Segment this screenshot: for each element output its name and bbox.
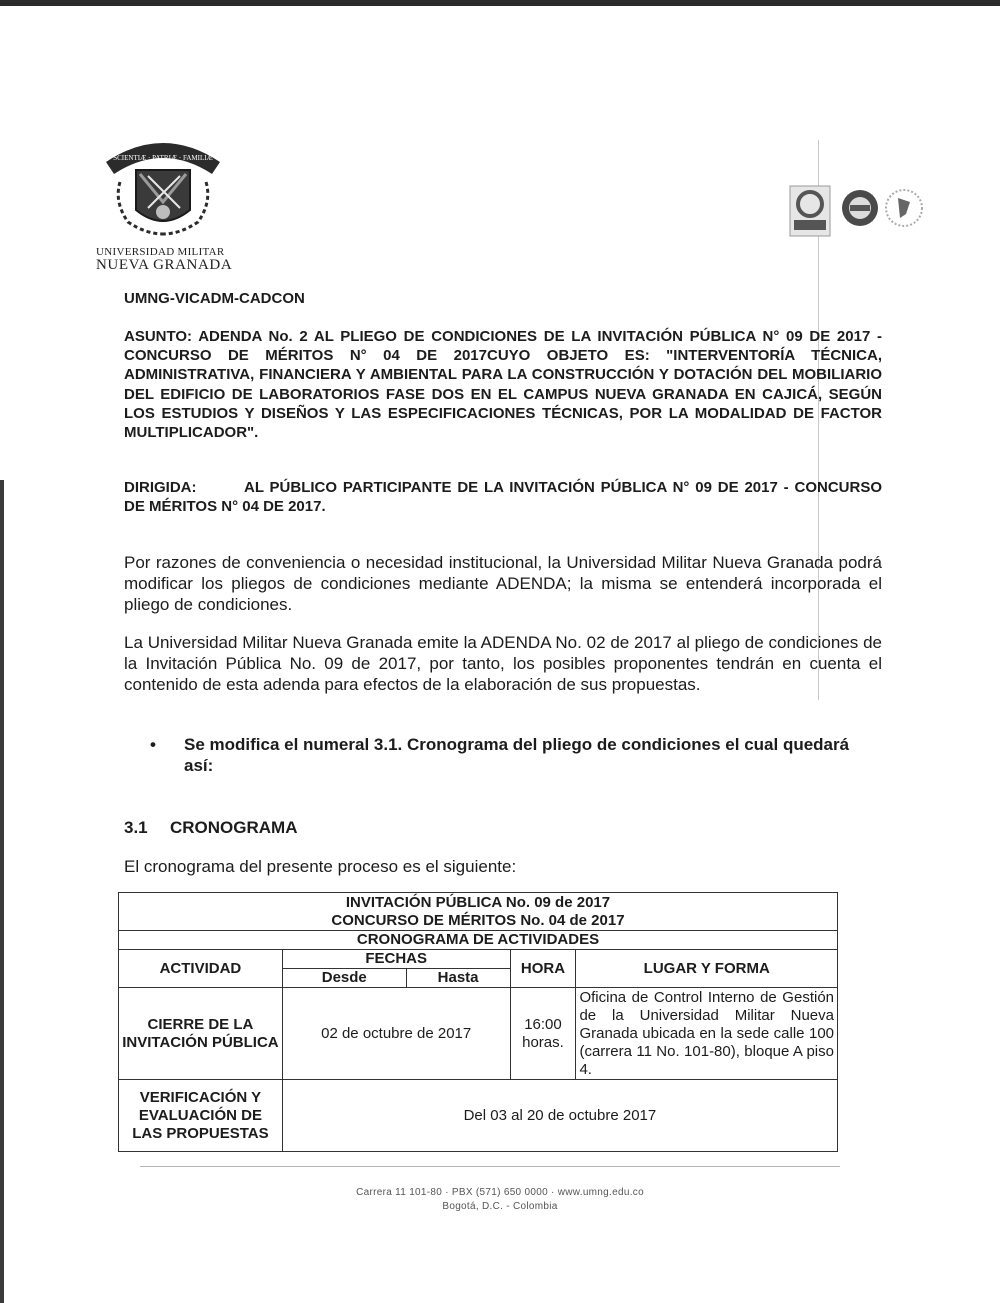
footer-city: Bogotá, D.C. - Colombia bbox=[442, 1201, 558, 1212]
table-row bbox=[119, 988, 838, 1080]
university-seal-logo bbox=[88, 130, 238, 242]
table-title-line2: CONCURSO DE MÉRITOS No. 04 de 2017 bbox=[331, 911, 625, 929]
header-fechas: FECHAS bbox=[282, 950, 510, 969]
header-hora: HORA bbox=[510, 950, 576, 988]
table-subtitle: CRONOGRAMA DE ACTIVIDADES bbox=[119, 931, 838, 950]
bullet-dot-icon: • bbox=[150, 735, 156, 754]
addressee-block bbox=[124, 478, 882, 516]
paragraph-conveniencia: Por razones de conveniencia o necesidad institucional, la Universidad Militar Nueva Granada podrá modificar los pliegos de condiciones mediante ADENDA; la misma se entenderá incorporada el pliego de condiciones. bbox=[124, 553, 882, 614]
row2-fecha: Del 03 al 20 de octubre 2017 bbox=[282, 1080, 837, 1152]
row1-actividad: CIERRE DE LA INVITACIÓN PÚBLICA bbox=[119, 988, 283, 1080]
document-reference: UMNG-VICADM-CADCON bbox=[124, 290, 305, 307]
addressee-text: AL PÚBLICO PARTICIPANTE DE LA INVITACIÓN PÚBLICA N° 09 DE 2017 - CONCURSO DE MÉRITOS N° 04 DE 2017. bbox=[124, 479, 882, 516]
row2-actividad: VERIFICACIÓN Y EVALUACIÓN DE LAS PROPUESTAS bbox=[119, 1080, 283, 1152]
university-name-line2: NUEVA GRANADA bbox=[96, 257, 233, 273]
header-actividad: ACTIVIDAD bbox=[119, 950, 283, 988]
table-title bbox=[119, 893, 838, 931]
modification-bullet-text: Se modifica el numeral 3.1. Cronograma del pliego de condiciones el cual quedará así: bbox=[184, 735, 850, 775]
footer bbox=[0, 1186, 1000, 1214]
header-desde: Desde bbox=[282, 969, 406, 988]
seal-motto: SCIENTIÆ · PATRIÆ · FAMILIÆ bbox=[113, 154, 213, 162]
header-lugar: LUGAR Y FORMA bbox=[576, 950, 838, 988]
row1-lugar: Oficina de Control Interno de Gestión de la Universidad Militar Nueva Granada ubicada en la sede calle 100 (carrera 11 No. 101-80), bloque A piso 4. bbox=[576, 988, 838, 1080]
certification-logos bbox=[786, 180, 936, 240]
table-title-line1: INVITACIÓN PÚBLICA No. 09 de 2017 bbox=[345, 893, 611, 911]
schedule-intro: El cronograma del presente proceso es el siguiente: bbox=[124, 857, 517, 876]
section-heading bbox=[124, 818, 298, 838]
addressee-label: DIRIGIDA: bbox=[124, 479, 197, 496]
subject-block bbox=[124, 327, 882, 442]
subject-text: ADENDA No. 2 AL PLIEGO DE CONDICIONES DE LA INVITACIÓN PÚBLICA N° 09 DE 2017 - CONCURSO DE MÉRITOS N° 04 DE 2017CUYO OBJETO ES: "INTERVENTORÍA TÉCNICA, ADMINISTRATIVA, FINANCIERA Y AMBIENTAL PARA LA CONSTRUCCIÓN Y DOTACIÓN DEL MOBILIARIO DEL EDIFICIO DE LABORATORIOS FASE DOS EN EL CAMPUS NUEVA GRANADA EN CAJICÁ, SEGÚN LOS ESTUDIOS Y DISEÑOS Y LAS ESPECIFICACIONES TÉCNICAS, POR LA MODALIDAD DE FACTOR MULTIPLICADOR". bbox=[124, 328, 882, 442]
section-title: CRONOGRAMA bbox=[170, 818, 298, 837]
subject-label: ASUNTO: bbox=[124, 328, 193, 345]
footer-divider bbox=[140, 1166, 840, 1167]
university-name-line1: UNIVERSIDAD MILITAR bbox=[96, 246, 225, 258]
footer-address: Carrera 11 101-80 · PBX (571) 650 0000 · www.umng.edu.co bbox=[356, 1187, 644, 1198]
paragraph-adenda: La Universidad Militar Nueva Granada emite la ADENDA No. 02 de 2017 al pliego de condiciones de la Invitación Pública No. 09 de 2017, por tanto, los posibles proponentes tendrán en cuenta el contenido de esta adenda para efectos de la elaboración de sus propuestas. bbox=[124, 633, 882, 694]
header-hasta: Hasta bbox=[406, 969, 510, 988]
scan-edge-top bbox=[0, 0, 1000, 6]
section-number: 3.1 bbox=[124, 818, 148, 837]
row1-hora: 16:00 horas. bbox=[510, 988, 576, 1080]
schedule-table bbox=[118, 892, 838, 1152]
table-row bbox=[119, 1080, 838, 1152]
row1-fecha: 02 de octubre de 2017 bbox=[282, 988, 510, 1080]
university-name bbox=[96, 246, 236, 274]
scan-edge-left bbox=[0, 480, 4, 1303]
